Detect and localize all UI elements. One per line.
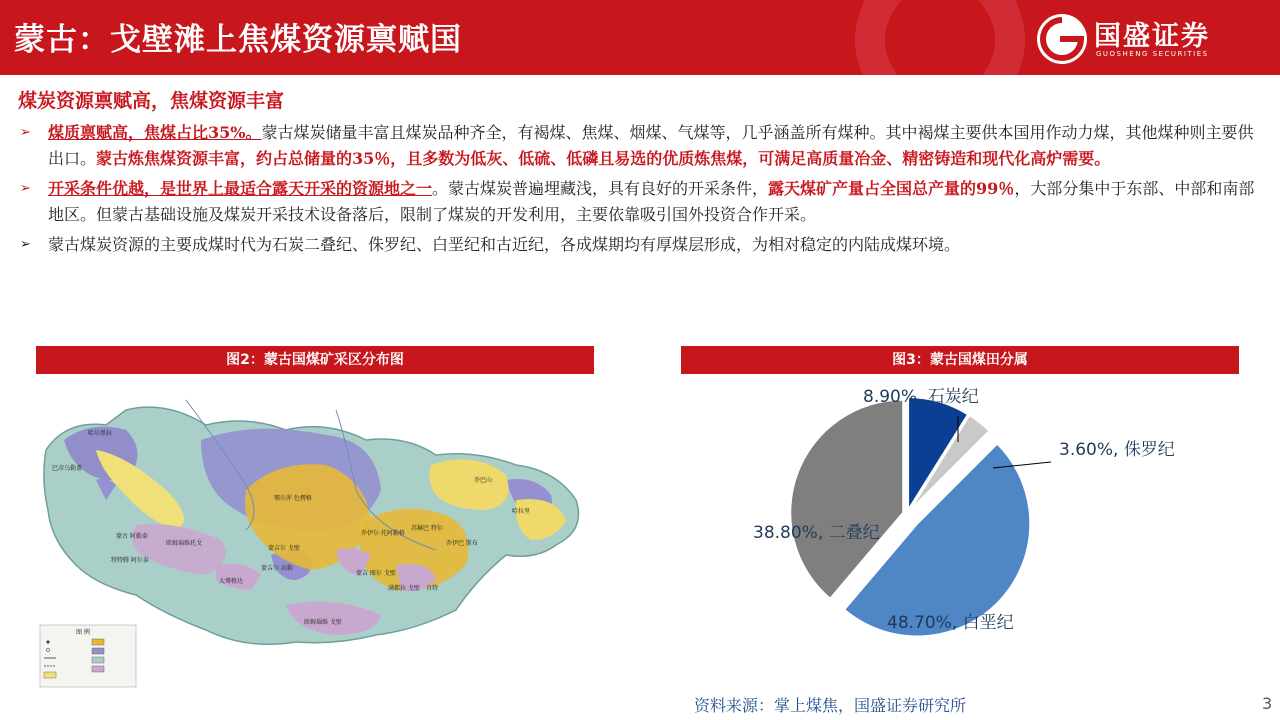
section-subtitle: 煤炭资源禀赋高，焦煤资源丰富 [18, 90, 285, 112]
map-label: 满都拉 戈壁 [388, 585, 420, 592]
bullet-item [16, 176, 1266, 228]
arrow-bullet-icon: ➢ [20, 181, 31, 196]
map-label: 蒙古 阿勒泰 [116, 533, 148, 540]
page-number: 3 [1262, 694, 1273, 713]
pie-data-label: 3.60%, 侏罗纪 [1059, 440, 1175, 460]
figure-right-title: 图3：蒙古国煤田分属 [681, 346, 1239, 374]
bullet-list [16, 120, 1266, 262]
map-label: 鄂尔浑 色楞格 [274, 495, 312, 502]
logo-text: 国盛证券 [1094, 21, 1210, 52]
pie-data-label: 8.90%, 石炭纪 [863, 387, 979, 407]
logo-subtext: GUOSHENG SECURITIES [1096, 50, 1209, 58]
page-title: 蒙古：戈壁滩上焦煤资源禀赋国 [14, 22, 462, 58]
header-bar [0, 0, 1280, 75]
map-label: 哈尔黑拉 [88, 430, 113, 437]
map-label: 蒙吉尔 戈壁 [268, 545, 300, 552]
bullet-text: 蒙古煤炭资源的主要成煤时代为石炭二叠纪、侏罗纪、白垩纪和古近纪，各成煤期均有厚煤层形成，为相对稳定的内陆成煤环境。 [48, 235, 961, 254]
source-note: 资料来源：掌上煤焦，国盛证券研究所 [694, 696, 967, 715]
pie-data-label: 48.70%, 白垩纪 [887, 613, 1014, 633]
map-label: 乔巴山 [474, 477, 493, 484]
map-label: 哈拉里 [512, 508, 531, 515]
coal-field-pie-chart [681, 378, 1280, 690]
map-legend [40, 625, 136, 687]
map-label: 巴彦乌勒盖 [52, 465, 83, 472]
bullet-highlight: 露天煤矿产量占全国总产量的99％ [768, 179, 1015, 198]
map-label: 蒙吉 图尔 戈壁 [356, 570, 396, 577]
bullet-lead: 开采条件优越，是世界上最适合露天开采的资源地之一 [48, 179, 433, 198]
bullet-text: ，大部分集中于东部、中部和南部地区。但蒙古基础设施及煤炭开采技术设备落后，限制了煤炭的开发利用，主要依靠吸引国外投资合作开采。 [48, 179, 1255, 224]
arrow-bullet-icon: ➢ [20, 125, 31, 140]
map-label: 大博格达 [219, 578, 244, 585]
bullet-item [16, 120, 1266, 172]
mongolia-coal-map [36, 380, 594, 690]
map-label: 乔伊尔·托阿勒格 [361, 530, 405, 537]
map-label: 蒙吉尔 高勒 [261, 565, 293, 572]
map-label: 肯特 [426, 585, 439, 592]
map-label: 欧姆瑙维 戈壁 [304, 619, 342, 626]
map-label: 欧姆瑙维托戈 [166, 540, 203, 547]
bullet-text: 。蒙古煤炭普遍埋藏浅，具有良好的开采条件， [432, 179, 769, 198]
bullet-text: 蒙古煤炭储量丰富且煤炭品种齐全，有褐煤、焦煤、烟煤、气煤等，几乎涵盖所有煤种。其中褐煤主要供本国用作动力煤，其他煤种则主要供出口。 [48, 123, 1254, 168]
map-label: 特特腾 阿尔泰 [111, 557, 149, 564]
arrow-bullet-icon: ➢ [20, 237, 31, 252]
map-label: 乔伊巴 斯布 [446, 540, 478, 547]
bullet-lead: 煤质禀赋高，焦煤占比35%。 [48, 123, 262, 142]
bullet-item [16, 232, 1266, 258]
figure-left-title: 图2：蒙古国煤矿采区分布图 [36, 346, 594, 374]
legend-title: 图 例 [76, 629, 90, 636]
bullet-highlight: 蒙古炼焦煤资源丰富，约占总储量的35％，且多数为低灰、低硫、低磷且易选的优质炼焦煤，可满足高质量冶金、精密铸造和现代化高炉需要。 [96, 149, 1111, 168]
map-label: 苏赫巴 特尔 [411, 525, 443, 532]
pie-data-label: 38.80%, 二叠纪 [753, 523, 880, 543]
